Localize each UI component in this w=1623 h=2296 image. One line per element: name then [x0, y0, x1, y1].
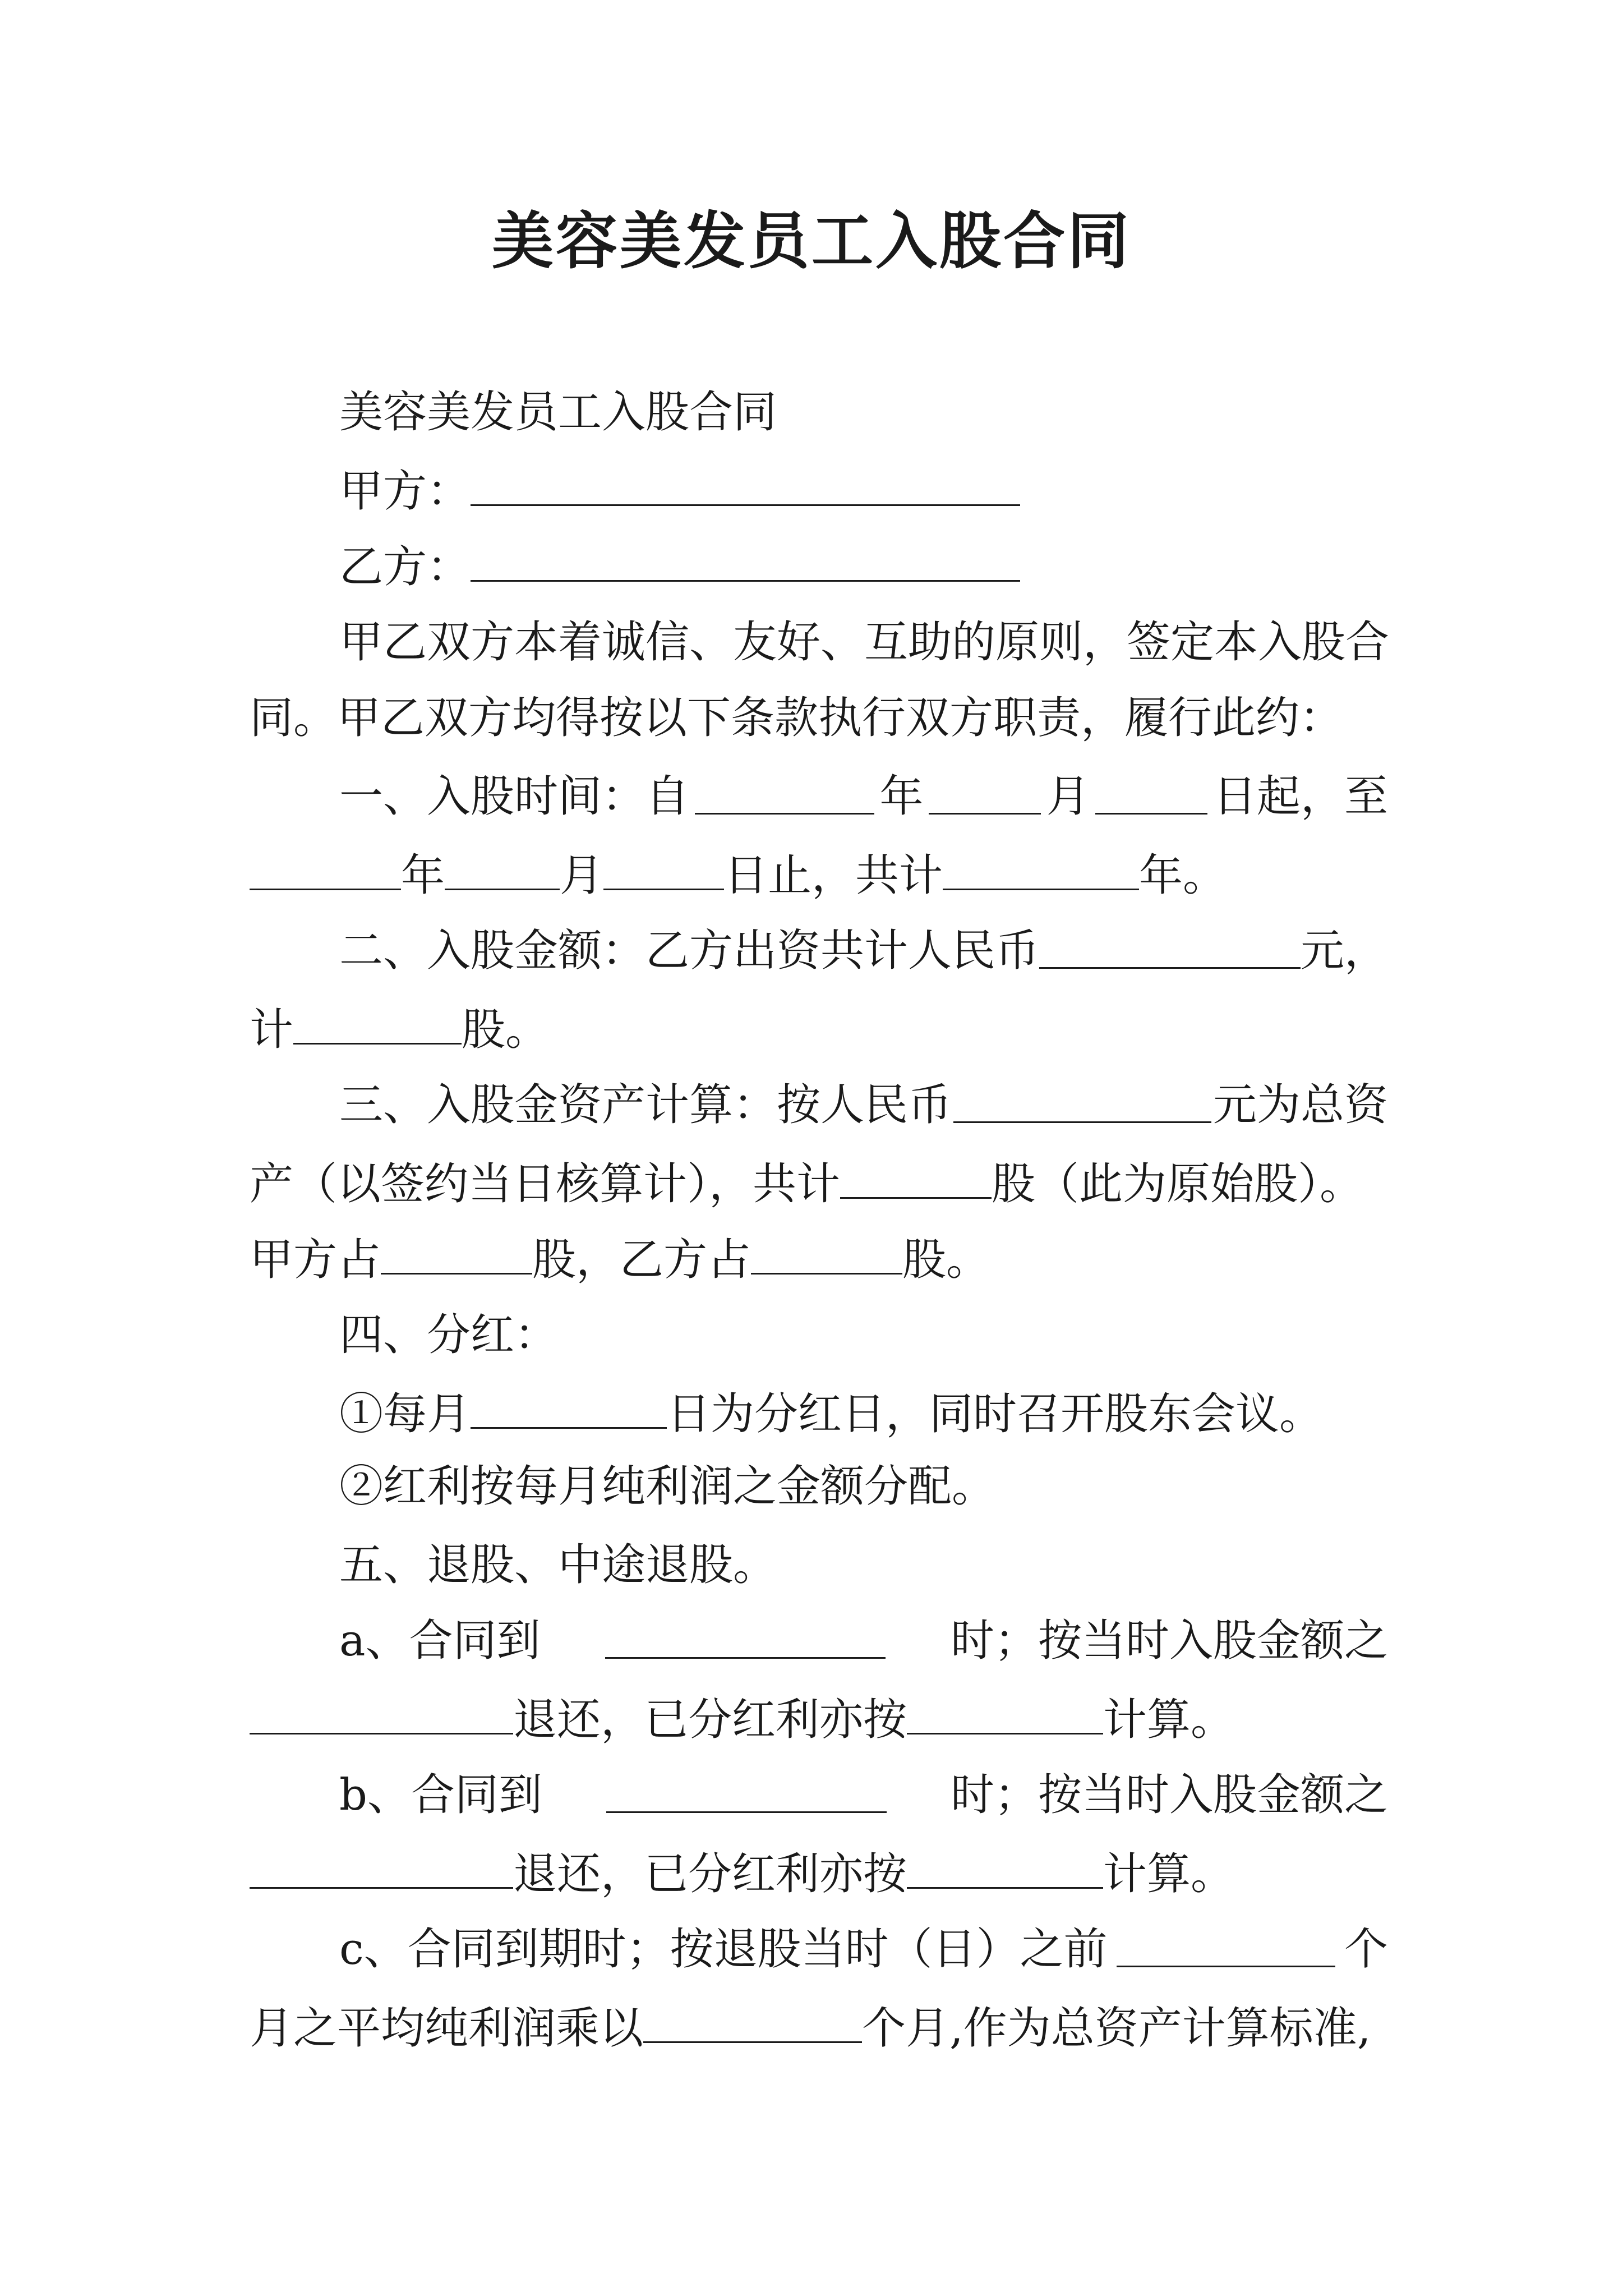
- section-5-c-line-1: c、合同到期时；按退股当时（日）之前 个: [339, 1918, 1388, 1980]
- withdraw-a-dividend-blank: [907, 1686, 1103, 1734]
- party-b-line: 乙方：: [339, 533, 1478, 598]
- section-5-a-line-2: 退还，已分红利亦按 计算。: [250, 1686, 1388, 1751]
- start-year-blank: [695, 766, 874, 815]
- end-year-blank: [250, 841, 401, 890]
- withdraw-b-dividend-blank: [907, 1840, 1103, 1889]
- intro-line-2: 同。甲乙双方均得按以下条款执行双方职责，履行此约：: [250, 693, 1344, 743]
- withdraw-a-term-blank: [605, 1610, 886, 1659]
- section-5-b-line-2: 退还，已分红利亦按 计算。: [250, 1840, 1388, 1905]
- dividend-day-blank: [471, 1380, 667, 1429]
- section-1-line-2: 年 月 日止，共计 年。: [250, 841, 1388, 907]
- section-5-b-line-1: b、合同到 时；按当时入股金额之: [339, 1764, 1388, 1826]
- investment-amount-blank: [1039, 920, 1301, 969]
- total-assets-blank: [953, 1074, 1211, 1123]
- withdraw-b-ratio-blank: [250, 1840, 513, 1889]
- section-3-line-2: 产（以签约当日核算计），共计 股（此为原始股）。: [250, 1150, 1388, 1215]
- party-a-shares-blank: [381, 1226, 532, 1274]
- section-4-item-2: ②红利按每月纯利润之金额分配。: [339, 1461, 996, 1512]
- withdraw-c-multiplier-blank: [643, 1994, 862, 2043]
- start-day-blank: [1095, 766, 1207, 815]
- withdraw-c-months-blank: [1117, 1918, 1335, 1967]
- section-5-a-line-1: a、合同到 时；按当时入股金额之: [339, 1610, 1388, 1672]
- document-subtitle: 美容美发员工入股合同: [339, 387, 777, 438]
- total-years-blank: [943, 841, 1139, 890]
- party-b-blank: [471, 533, 1020, 582]
- section-4-title: 四、分红：: [339, 1310, 559, 1360]
- share-count-blank: [293, 996, 462, 1045]
- section-4-item-1: ①每月 日为分红日，同时召开股东会议。: [339, 1380, 1478, 1445]
- start-month-blank: [929, 766, 1041, 815]
- section-5-c-line-2: 月之平均纯利润乘以 个月,作为总资产计算标准,: [250, 1994, 1388, 2059]
- section-2-line-2: 计 股。: [250, 996, 1388, 1061]
- section-3-line-3: 甲方占 股，乙方占 股。: [250, 1226, 1388, 1291]
- party-b-shares-blank: [751, 1226, 902, 1274]
- original-shares-blank: [840, 1150, 992, 1199]
- party-a-blank: [471, 457, 1020, 506]
- withdraw-a-ratio-blank: [250, 1686, 513, 1734]
- withdraw-b-term-blank: [606, 1764, 887, 1813]
- intro-line-1: 甲乙双方本着诚信、友好、互助的原则，签定本入股合: [339, 617, 1390, 668]
- section-3-line-1: 三、入股金资产计算：按人民币 元为总资: [339, 1074, 1388, 1136]
- section-2-line-1: 二、入股金额：乙方出资共计人民币 元，: [339, 920, 1388, 982]
- document-title: 美容美发员工入股合同: [492, 205, 1131, 277]
- section-1-line-1: 一、入股时间：自 年 月 日起，至: [339, 766, 1388, 827]
- section-5-title: 五、退股、中途退股。: [339, 1540, 777, 1590]
- party-a-line: 甲方：: [339, 457, 1478, 522]
- end-month-blank: [445, 841, 560, 890]
- end-day-blank: [603, 841, 724, 890]
